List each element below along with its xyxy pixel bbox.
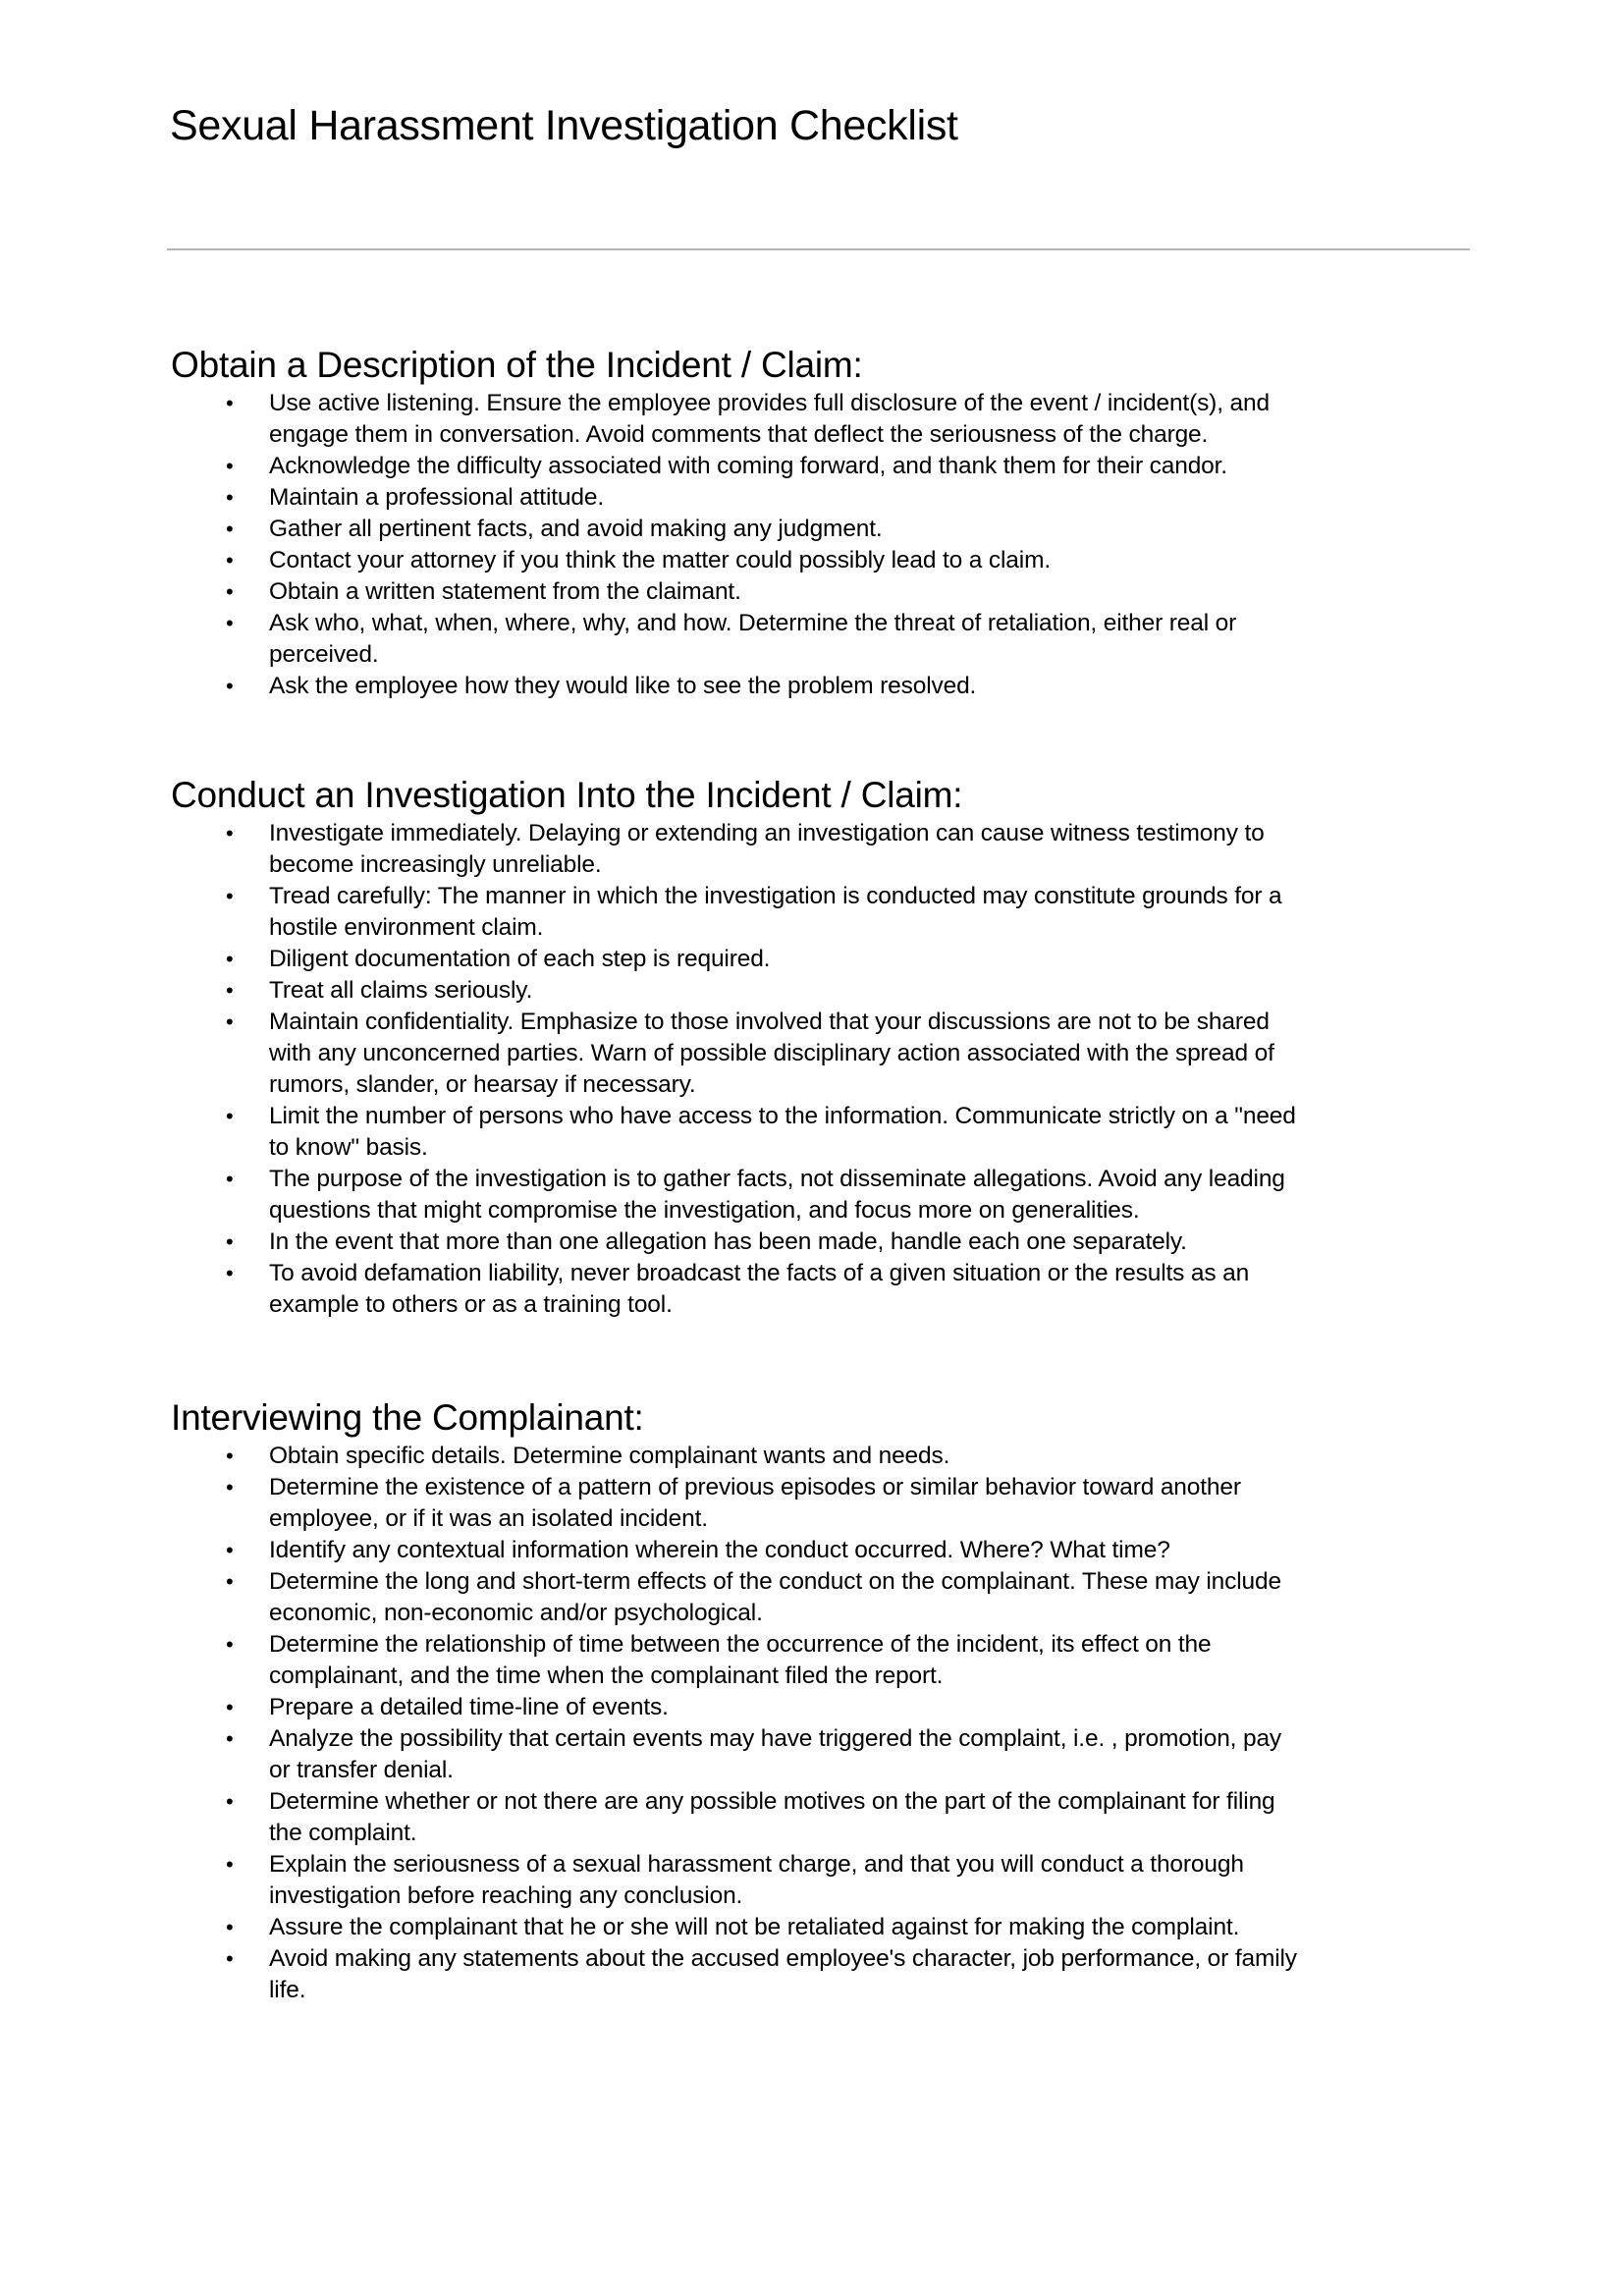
bullet-icon: • bbox=[226, 1229, 234, 1254]
checklist-item bbox=[171, 1101, 1477, 1164]
checklist-item bbox=[171, 1535, 1477, 1566]
checklist-item bbox=[171, 1258, 1477, 1321]
bullet-icon: • bbox=[226, 1946, 234, 1971]
checklist-item-text: questions that might compromise the investigation, and focus more on generalities. bbox=[269, 1197, 1140, 1224]
checklist-item-text: Diligent documentation of each step is required. bbox=[269, 946, 771, 972]
checklist-item-text: the complaint. bbox=[269, 1820, 417, 1846]
checklist-item bbox=[171, 1007, 1477, 1101]
checklist-item-text: Assure the complainant that he or she will not be retaliated against for making the complaint. bbox=[269, 1914, 1240, 1940]
checklist-item-text: Explain the seriousness of a sexual harassment charge, and that you will conduct a thorough bbox=[269, 1851, 1244, 1878]
checklist-item bbox=[171, 1786, 1477, 1849]
checklist-item-text: The purpose of the investigation is to gather facts, not disseminate allegations. Avoid any leading bbox=[269, 1166, 1285, 1192]
checklist-item-text: engage them in conversation. Avoid comments that deflect the seriousness of the charge. bbox=[269, 421, 1209, 448]
checklist-item bbox=[171, 1227, 1477, 1258]
bullet-icon: • bbox=[226, 579, 234, 604]
bullet-icon: • bbox=[226, 978, 234, 1003]
title-divider bbox=[167, 248, 1470, 250]
section-investigation bbox=[171, 773, 1477, 1321]
checklist-item bbox=[171, 1849, 1477, 1912]
bullet-icon: • bbox=[226, 1632, 234, 1657]
bullet-icon: • bbox=[226, 1104, 234, 1128]
checklist-item bbox=[171, 1566, 1477, 1629]
checklist-item-text: Acknowledge the difficulty associated with coming forward, and thank them for their candor. bbox=[269, 453, 1227, 479]
checklist-item bbox=[171, 482, 1477, 514]
checklist-item-text: with any unconcerned parties. Warn of possible disciplinary action associated with the spread of bbox=[269, 1040, 1274, 1066]
checklist-item-text: Ask who, what, when, where, why, and how. Determine the threat of retaliation, either real or bbox=[269, 610, 1237, 636]
checklist-item-text: hostile environment claim. bbox=[269, 914, 544, 941]
checklist-item-text: In the event that more than one allegation has been made, handle each one separately. bbox=[269, 1228, 1187, 1255]
bullet-icon: • bbox=[226, 1695, 234, 1719]
checklist-item bbox=[171, 545, 1477, 576]
checklist-item bbox=[171, 1912, 1477, 1943]
bullet-icon: • bbox=[226, 884, 234, 908]
section-heading: Interviewing the Complainant: bbox=[171, 1397, 644, 1438]
bullet-icon: • bbox=[226, 1444, 234, 1468]
checklist-item bbox=[171, 671, 1477, 702]
section-interviewing-complainant bbox=[171, 1395, 1477, 2006]
checklist-item bbox=[171, 1441, 1477, 1472]
bullet-icon: • bbox=[226, 391, 234, 415]
bullet-icon: • bbox=[226, 454, 234, 478]
bullet-icon: • bbox=[226, 947, 234, 971]
checklist-item-text: Maintain confidentiality. Emphasize to those involved that your discussions are not to be shared bbox=[269, 1009, 1270, 1035]
bullet-icon: • bbox=[226, 485, 234, 510]
checklist-item-text: Determine the existence of a pattern of previous episodes or similar behavior toward another bbox=[269, 1474, 1241, 1500]
checklist-item-text: become increasingly unreliable. bbox=[269, 851, 602, 878]
bullet-icon: • bbox=[226, 611, 234, 635]
checklist-item-text: or transfer denial. bbox=[269, 1757, 454, 1783]
checklist-item-text: Ask the employee how they would like to see the problem resolved. bbox=[269, 673, 977, 699]
bullet-icon: • bbox=[226, 1009, 234, 1034]
checklist-item bbox=[171, 576, 1477, 608]
checklist-item-text: perceived. bbox=[269, 641, 379, 668]
bullet-icon: • bbox=[226, 674, 234, 698]
bullet-icon: • bbox=[226, 1915, 234, 1939]
document-title: Sexual Harassment Investigation Checklist bbox=[170, 102, 958, 149]
checklist-item bbox=[171, 451, 1477, 482]
checklist-item bbox=[171, 608, 1477, 671]
checklist-item-text: Determine whether or not there are any possible motives on the part of the complainant for filing bbox=[269, 1788, 1275, 1815]
section-heading: Obtain a Description of the Incident / Claim: bbox=[171, 345, 863, 385]
checklist-item bbox=[171, 1723, 1477, 1786]
checklist-item-text: rumors, slander, or hearsay if necessary. bbox=[269, 1071, 696, 1098]
checklist-item-text: Identify any contextual information wherein the conduct occurred. Where? What time? bbox=[269, 1537, 1170, 1563]
checklist-item bbox=[171, 514, 1477, 545]
checklist-item bbox=[171, 1164, 1477, 1227]
bullet-icon: • bbox=[226, 821, 234, 845]
checklist-item bbox=[171, 818, 1477, 881]
checklist-item-text: Avoid making any statements about the accused employee's character, job performance, or family bbox=[269, 1945, 1297, 1972]
checklist-item-text: To avoid defamation liability, never broadcast the facts of a given situation or the results as an bbox=[269, 1260, 1250, 1286]
checklist-item bbox=[171, 1629, 1477, 1692]
checklist-item bbox=[171, 1943, 1477, 2006]
checklist-item-text: employee, or if it was an isolated incident. bbox=[269, 1505, 708, 1532]
checklist-item-text: Obtain a written statement from the claimant. bbox=[269, 578, 741, 605]
checklist-item bbox=[171, 975, 1477, 1007]
checklist-item bbox=[171, 388, 1477, 451]
checklist-item-text: complainant, and the time when the complainant filed the report. bbox=[269, 1663, 944, 1689]
checklist-item-text: Contact your attorney if you think the matter could possibly lead to a claim. bbox=[269, 547, 1051, 573]
checklist-item-text: Analyze the possibility that certain events may have triggered the complaint, i.e. , promotion, pay bbox=[269, 1725, 1282, 1752]
bullet-icon: • bbox=[226, 1852, 234, 1877]
checklist-item-text: Investigate immediately. Delaying or extending an investigation can cause witness testimony to bbox=[269, 820, 1265, 846]
checklist-item-text: Maintain a professional attitude. bbox=[269, 484, 604, 511]
checklist-item-text: Prepare a detailed time-line of events. bbox=[269, 1694, 669, 1720]
checklist bbox=[171, 1441, 1477, 2006]
checklist-item-text: example to others or as a training tool. bbox=[269, 1291, 673, 1318]
checklist-item-text: investigation before reaching any conclusion. bbox=[269, 1882, 743, 1909]
checklist-item-text: life. bbox=[269, 1977, 306, 2003]
bullet-icon: • bbox=[226, 1167, 234, 1191]
bullet-icon: • bbox=[226, 1789, 234, 1814]
bullet-icon: • bbox=[226, 1726, 234, 1751]
bullet-icon: • bbox=[226, 1475, 234, 1499]
checklist-item-text: Determine the long and short-term effects of the conduct on the complainant. These may include bbox=[269, 1568, 1281, 1595]
checklist bbox=[171, 388, 1477, 702]
bullet-icon: • bbox=[226, 548, 234, 572]
checklist-item bbox=[171, 881, 1477, 944]
bullet-icon: • bbox=[226, 517, 234, 541]
bullet-icon: • bbox=[226, 1261, 234, 1285]
checklist-item-text: Limit the number of persons who have access to the information. Communicate strictly on a "need bbox=[269, 1103, 1296, 1129]
checklist-item bbox=[171, 1472, 1477, 1535]
bullet-icon: • bbox=[226, 1569, 234, 1594]
checklist-item-text: Tread carefully: The manner in which the investigation is conducted may constitute grounds for a bbox=[269, 883, 1282, 909]
checklist-item-text: to know" basis. bbox=[269, 1134, 428, 1161]
checklist bbox=[171, 818, 1477, 1321]
section-heading: Conduct an Investigation Into the Incident / Claim: bbox=[171, 775, 963, 815]
checklist-item-text: Use active listening. Ensure the employee provides full disclosure of the event / incident(s), and bbox=[269, 390, 1270, 416]
checklist-item-text: economic, non-economic and/or psychological. bbox=[269, 1600, 763, 1626]
checklist-item-text: Obtain specific details. Determine complainant wants and needs. bbox=[269, 1443, 950, 1469]
bullet-icon: • bbox=[226, 1538, 234, 1562]
checklist-item-text: Gather all pertinent facts, and avoid making any judgment. bbox=[269, 516, 883, 542]
checklist-item bbox=[171, 944, 1477, 975]
checklist-item bbox=[171, 1692, 1477, 1723]
checklist-item-text: Determine the relationship of time between the occurrence of the incident, its effect on the bbox=[269, 1631, 1212, 1658]
checklist-item-text: Treat all claims seriously. bbox=[269, 977, 533, 1004]
section-incident-description bbox=[171, 343, 1477, 702]
